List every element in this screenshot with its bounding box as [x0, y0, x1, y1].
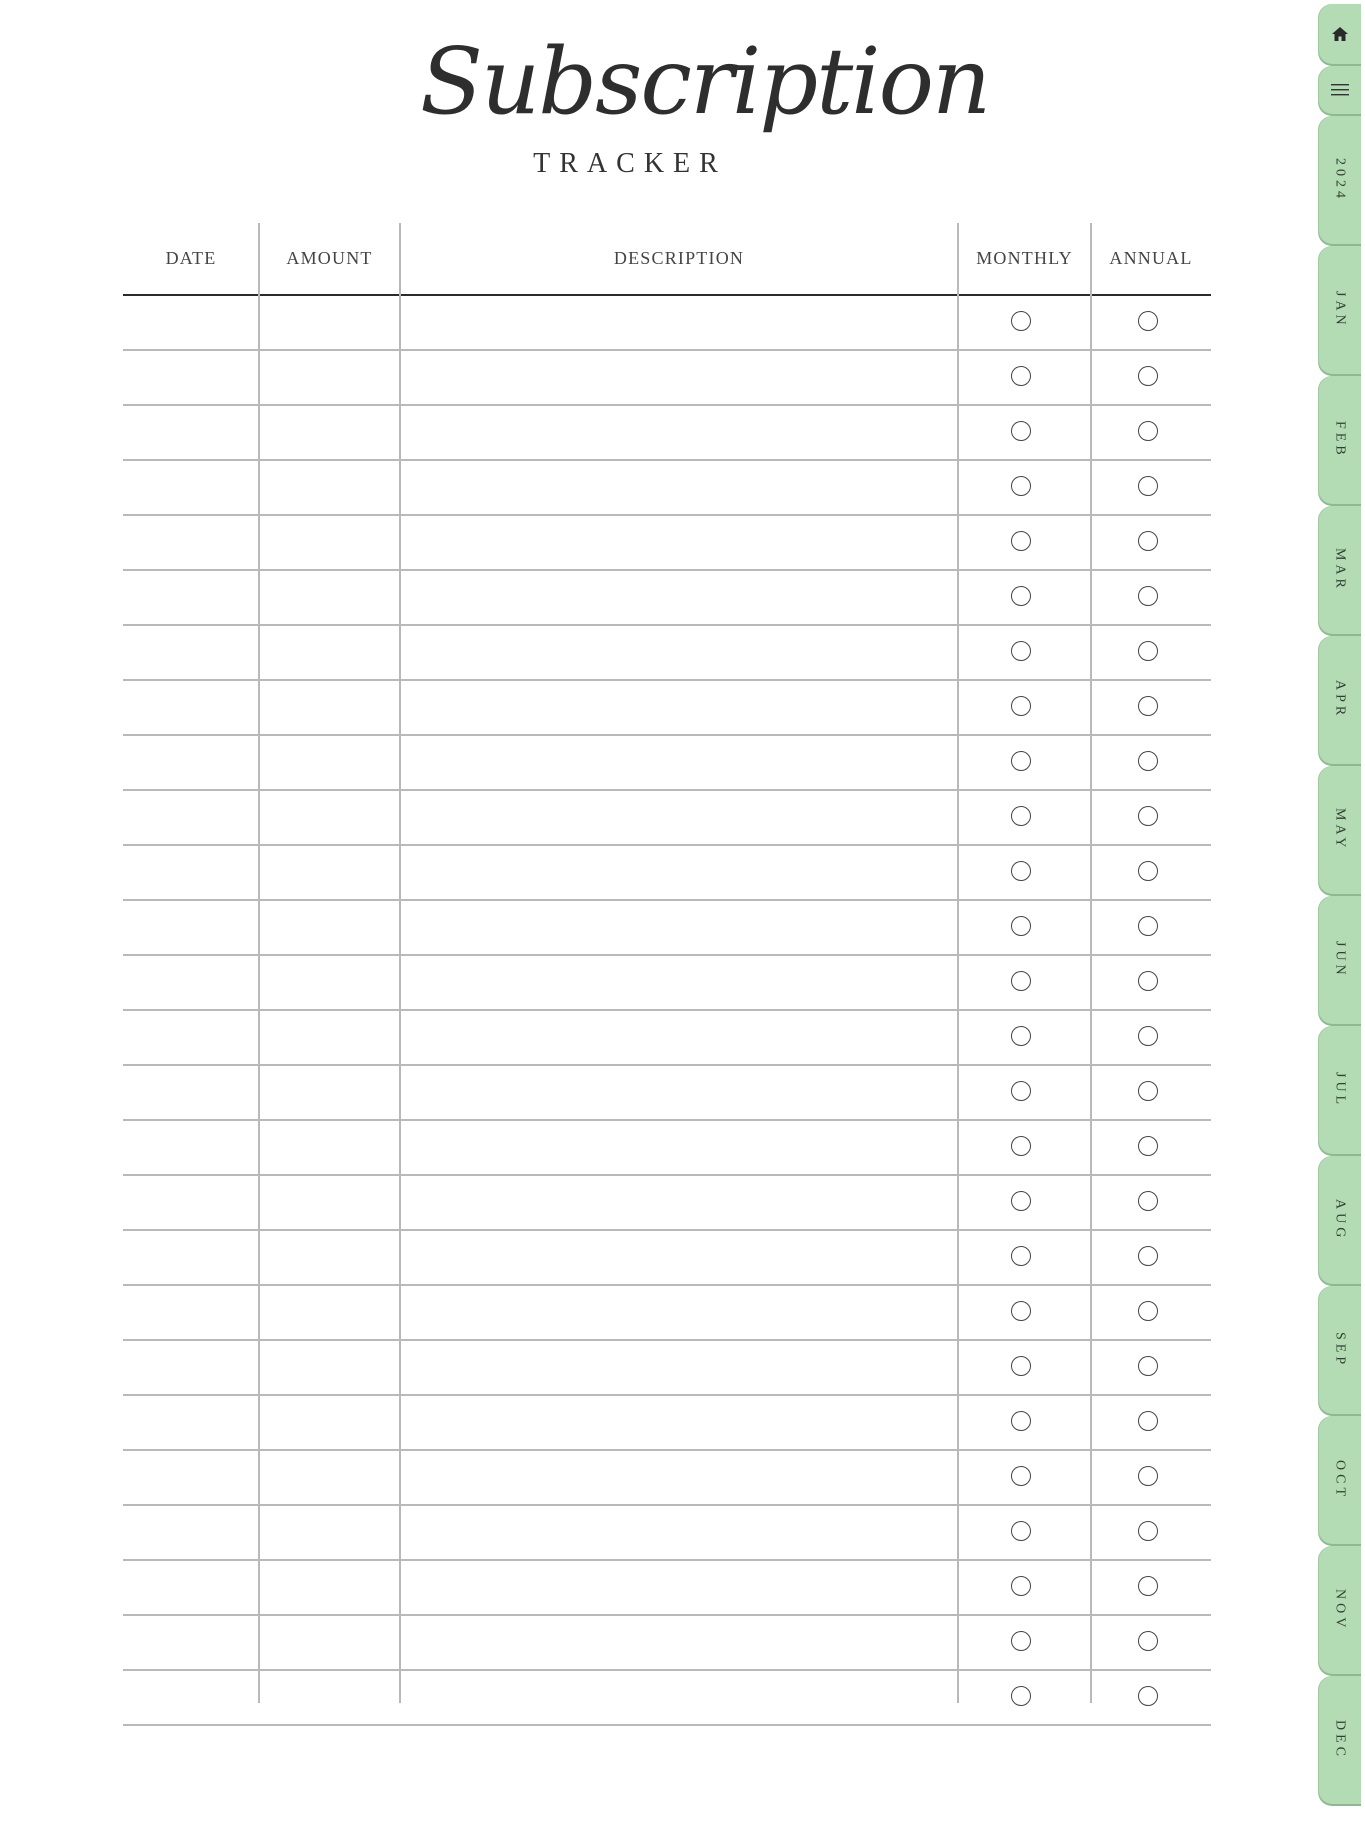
description-cell[interactable]	[400, 956, 958, 1009]
amount-cell[interactable]	[259, 1506, 400, 1559]
amount-cell[interactable]	[259, 1286, 400, 1339]
tab-aug[interactable]	[1318, 1156, 1361, 1284]
description-cell[interactable]	[400, 791, 958, 844]
date-cell[interactable]	[123, 351, 259, 404]
tab-label: JAN	[1332, 291, 1348, 329]
amount-cell[interactable]	[259, 1066, 400, 1119]
description-cell[interactable]	[400, 1396, 958, 1449]
table-row	[123, 516, 1211, 571]
annual-radio[interactable]	[1138, 1081, 1158, 1101]
table-row	[123, 1066, 1211, 1121]
table-row	[123, 956, 1211, 1011]
page-title-script: Subscription	[420, 28, 990, 135]
table-row	[123, 1451, 1211, 1506]
table-row	[123, 901, 1211, 956]
annual-radio[interactable]	[1138, 1301, 1158, 1321]
description-cell[interactable]	[400, 626, 958, 679]
description-cell[interactable]	[400, 1121, 958, 1174]
monthly-radio[interactable]	[1011, 1136, 1031, 1156]
monthly-radio[interactable]	[1011, 861, 1031, 881]
description-cell[interactable]	[400, 1341, 958, 1394]
annual-radio[interactable]	[1138, 476, 1158, 496]
table-row	[123, 1561, 1211, 1616]
date-cell[interactable]	[123, 846, 259, 899]
page-subtitle: TRACKER	[533, 148, 727, 179]
monthly-radio[interactable]	[1011, 696, 1031, 716]
table-row	[123, 571, 1211, 626]
annual-radio[interactable]	[1138, 586, 1158, 606]
table-row	[123, 846, 1211, 901]
amount-cell[interactable]	[259, 571, 400, 624]
date-cell[interactable]	[123, 736, 259, 789]
monthly-radio[interactable]	[1011, 1631, 1031, 1651]
column-divider	[399, 223, 401, 1703]
amount-cell[interactable]	[259, 1396, 400, 1449]
date-cell[interactable]	[123, 1231, 259, 1284]
amount-cell[interactable]	[259, 681, 400, 734]
annual-radio[interactable]	[1138, 751, 1158, 771]
amount-cell[interactable]	[259, 1011, 400, 1064]
date-cell[interactable]	[123, 1451, 259, 1504]
column-divider	[957, 223, 959, 1703]
monthly-radio[interactable]	[1011, 1576, 1031, 1596]
menu-icon	[1331, 83, 1349, 97]
date-cell[interactable]	[123, 1561, 259, 1614]
tab-label: NOV	[1332, 1588, 1348, 1632]
tab-label: SEP	[1332, 1331, 1348, 1369]
amount-cell[interactable]	[259, 846, 400, 899]
annual-radio[interactable]	[1138, 1026, 1158, 1046]
date-cell[interactable]	[123, 516, 259, 569]
amount-cell[interactable]	[259, 351, 400, 404]
tab-label: FEB	[1332, 421, 1348, 459]
amount-cell[interactable]	[259, 1561, 400, 1614]
tab-label: JUL	[1332, 1071, 1348, 1109]
table-row	[123, 296, 1211, 351]
date-cell[interactable]	[123, 1341, 259, 1394]
monthly-radio[interactable]	[1011, 1026, 1031, 1046]
amount-cell[interactable]	[259, 901, 400, 954]
annual-radio[interactable]	[1138, 971, 1158, 991]
tab-mar[interactable]	[1318, 506, 1361, 634]
table-row	[123, 1506, 1211, 1561]
description-cell[interactable]	[400, 1176, 958, 1229]
tab-dec[interactable]	[1318, 1676, 1361, 1804]
monthly-radio[interactable]	[1011, 916, 1031, 936]
table-row	[123, 1176, 1211, 1231]
description-cell[interactable]	[400, 1561, 958, 1614]
description-cell[interactable]	[400, 296, 958, 349]
date-cell[interactable]	[123, 626, 259, 679]
table-header	[123, 223, 1211, 296]
annual-radio[interactable]	[1138, 916, 1158, 936]
description-cell[interactable]	[400, 516, 958, 569]
table-row	[123, 1011, 1211, 1066]
header-annual: ANNUAL	[1109, 248, 1193, 268]
amount-cell[interactable]	[259, 1121, 400, 1174]
description-cell[interactable]	[400, 1671, 958, 1724]
description-cell[interactable]	[400, 351, 958, 404]
column-divider	[258, 223, 260, 1703]
description-cell[interactable]	[400, 901, 958, 954]
tab-label: MAY	[1332, 808, 1348, 852]
annual-radio[interactable]	[1138, 1356, 1158, 1376]
annual-radio[interactable]	[1138, 1631, 1158, 1651]
table-row	[123, 461, 1211, 516]
table-row	[123, 791, 1211, 846]
monthly-radio[interactable]	[1011, 1521, 1031, 1541]
tab-apr[interactable]	[1318, 636, 1361, 764]
monthly-radio[interactable]	[1011, 1411, 1031, 1431]
description-cell[interactable]	[400, 681, 958, 734]
header-description: DESCRIPTION	[613, 248, 745, 268]
table-row	[123, 1121, 1211, 1176]
monthly-radio[interactable]	[1011, 806, 1031, 826]
description-cell[interactable]	[400, 846, 958, 899]
annual-radio[interactable]	[1138, 696, 1158, 716]
description-cell[interactable]	[400, 736, 958, 789]
description-cell[interactable]	[400, 1506, 958, 1559]
date-cell[interactable]	[123, 571, 259, 624]
date-cell[interactable]	[123, 1616, 259, 1669]
tab-sep[interactable]	[1318, 1286, 1361, 1414]
annual-radio[interactable]	[1138, 366, 1158, 386]
monthly-radio[interactable]	[1011, 971, 1031, 991]
date-cell[interactable]	[123, 1506, 259, 1559]
monthly-radio[interactable]	[1011, 1356, 1031, 1376]
amount-cell[interactable]	[259, 461, 400, 514]
tab-may[interactable]	[1318, 766, 1361, 894]
tab-label: DEC	[1332, 1720, 1348, 1760]
header-amount: AMOUNT	[286, 248, 373, 268]
date-cell[interactable]	[123, 1011, 259, 1064]
date-cell[interactable]	[123, 406, 259, 459]
annual-radio[interactable]	[1138, 1136, 1158, 1156]
amount-cell[interactable]	[259, 791, 400, 844]
date-cell[interactable]	[123, 1176, 259, 1229]
description-cell[interactable]	[400, 1616, 958, 1669]
table-row	[123, 626, 1211, 681]
tab-jul[interactable]	[1318, 1026, 1361, 1154]
date-cell[interactable]	[123, 901, 259, 954]
description-cell[interactable]	[400, 571, 958, 624]
amount-cell[interactable]	[259, 1341, 400, 1394]
description-cell[interactable]	[400, 461, 958, 514]
monthly-radio[interactable]	[1011, 366, 1031, 386]
tab-label: OCT	[1332, 1460, 1348, 1500]
annual-radio[interactable]	[1138, 531, 1158, 551]
amount-cell[interactable]	[259, 516, 400, 569]
annual-radio[interactable]	[1138, 806, 1158, 826]
tab-home[interactable]	[1318, 4, 1361, 64]
monthly-radio[interactable]	[1011, 311, 1031, 331]
amount-cell[interactable]	[259, 1671, 400, 1724]
monthly-radio[interactable]	[1011, 531, 1031, 551]
amount-cell[interactable]	[259, 1231, 400, 1284]
description-cell[interactable]	[400, 1011, 958, 1064]
monthly-radio[interactable]	[1011, 1246, 1031, 1266]
date-cell[interactable]	[123, 1396, 259, 1449]
tab-menu[interactable]	[1318, 66, 1361, 114]
date-cell[interactable]	[123, 461, 259, 514]
amount-cell[interactable]	[259, 406, 400, 459]
column-divider	[1090, 223, 1092, 1703]
tab-label: 2024	[1332, 158, 1348, 202]
date-cell[interactable]	[123, 1671, 259, 1724]
description-cell[interactable]	[400, 1451, 958, 1504]
table-row	[123, 1231, 1211, 1286]
monthly-radio[interactable]	[1011, 751, 1031, 771]
amount-cell[interactable]	[259, 1616, 400, 1669]
table-row	[123, 406, 1211, 461]
date-cell[interactable]	[123, 791, 259, 844]
tab-label: APR	[1332, 680, 1348, 720]
monthly-radio[interactable]	[1011, 1686, 1031, 1706]
side-tab-strip	[1318, 0, 1365, 1821]
date-cell[interactable]	[123, 1121, 259, 1174]
tab-oct[interactable]	[1318, 1416, 1361, 1544]
amount-cell[interactable]	[259, 296, 400, 349]
description-cell[interactable]	[400, 406, 958, 459]
amount-cell[interactable]	[259, 956, 400, 1009]
table-row	[123, 736, 1211, 791]
monthly-radio[interactable]	[1011, 1191, 1031, 1211]
annual-radio[interactable]	[1138, 1191, 1158, 1211]
date-cell[interactable]	[123, 956, 259, 1009]
annual-radio[interactable]	[1138, 1576, 1158, 1596]
tab-feb[interactable]	[1318, 376, 1361, 504]
table-body	[123, 296, 1211, 1726]
annual-radio[interactable]	[1138, 1521, 1158, 1541]
annual-radio[interactable]	[1138, 421, 1158, 441]
date-cell[interactable]	[123, 296, 259, 349]
description-cell[interactable]	[400, 1066, 958, 1119]
monthly-radio[interactable]	[1011, 421, 1031, 441]
page-title	[420, 18, 990, 168]
description-cell[interactable]	[400, 1231, 958, 1284]
monthly-radio[interactable]	[1011, 641, 1031, 661]
subscription-table	[123, 223, 1211, 1726]
annual-radio[interactable]	[1138, 1686, 1158, 1706]
table-row	[123, 1286, 1211, 1341]
home-icon	[1331, 26, 1349, 42]
header-monthly: MONTHLY	[976, 248, 1073, 268]
annual-radio[interactable]	[1138, 311, 1158, 331]
tab-jan[interactable]	[1318, 246, 1361, 374]
amount-cell[interactable]	[259, 736, 400, 789]
monthly-radio[interactable]	[1011, 586, 1031, 606]
annual-radio[interactable]	[1138, 1246, 1158, 1266]
tab-label: AUG	[1332, 1198, 1348, 1242]
table-row	[123, 1396, 1211, 1451]
monthly-radio[interactable]	[1011, 476, 1031, 496]
monthly-radio[interactable]	[1011, 1466, 1031, 1486]
amount-cell[interactable]	[259, 1451, 400, 1504]
monthly-radio[interactable]	[1011, 1301, 1031, 1321]
tab-jun[interactable]	[1318, 896, 1361, 1024]
table-row	[123, 1616, 1211, 1671]
annual-radio[interactable]	[1138, 1411, 1158, 1431]
annual-radio[interactable]	[1138, 1466, 1158, 1486]
table-row	[123, 1341, 1211, 1396]
annual-radio[interactable]	[1138, 861, 1158, 881]
tab-label: JUN	[1332, 941, 1348, 979]
date-cell[interactable]	[123, 1286, 259, 1339]
table-row	[123, 351, 1211, 406]
description-cell[interactable]	[400, 1286, 958, 1339]
table-row	[123, 1671, 1211, 1726]
amount-cell[interactable]	[259, 1176, 400, 1229]
amount-cell[interactable]	[259, 626, 400, 679]
annual-radio[interactable]	[1138, 641, 1158, 661]
tab-nov[interactable]	[1318, 1546, 1361, 1674]
header-date: DATE	[165, 248, 217, 268]
date-cell[interactable]	[123, 681, 259, 734]
table-row	[123, 681, 1211, 736]
tab-2024[interactable]	[1318, 116, 1361, 244]
tab-label: MAR	[1332, 548, 1348, 592]
monthly-radio[interactable]	[1011, 1081, 1031, 1101]
date-cell[interactable]	[123, 1066, 259, 1119]
